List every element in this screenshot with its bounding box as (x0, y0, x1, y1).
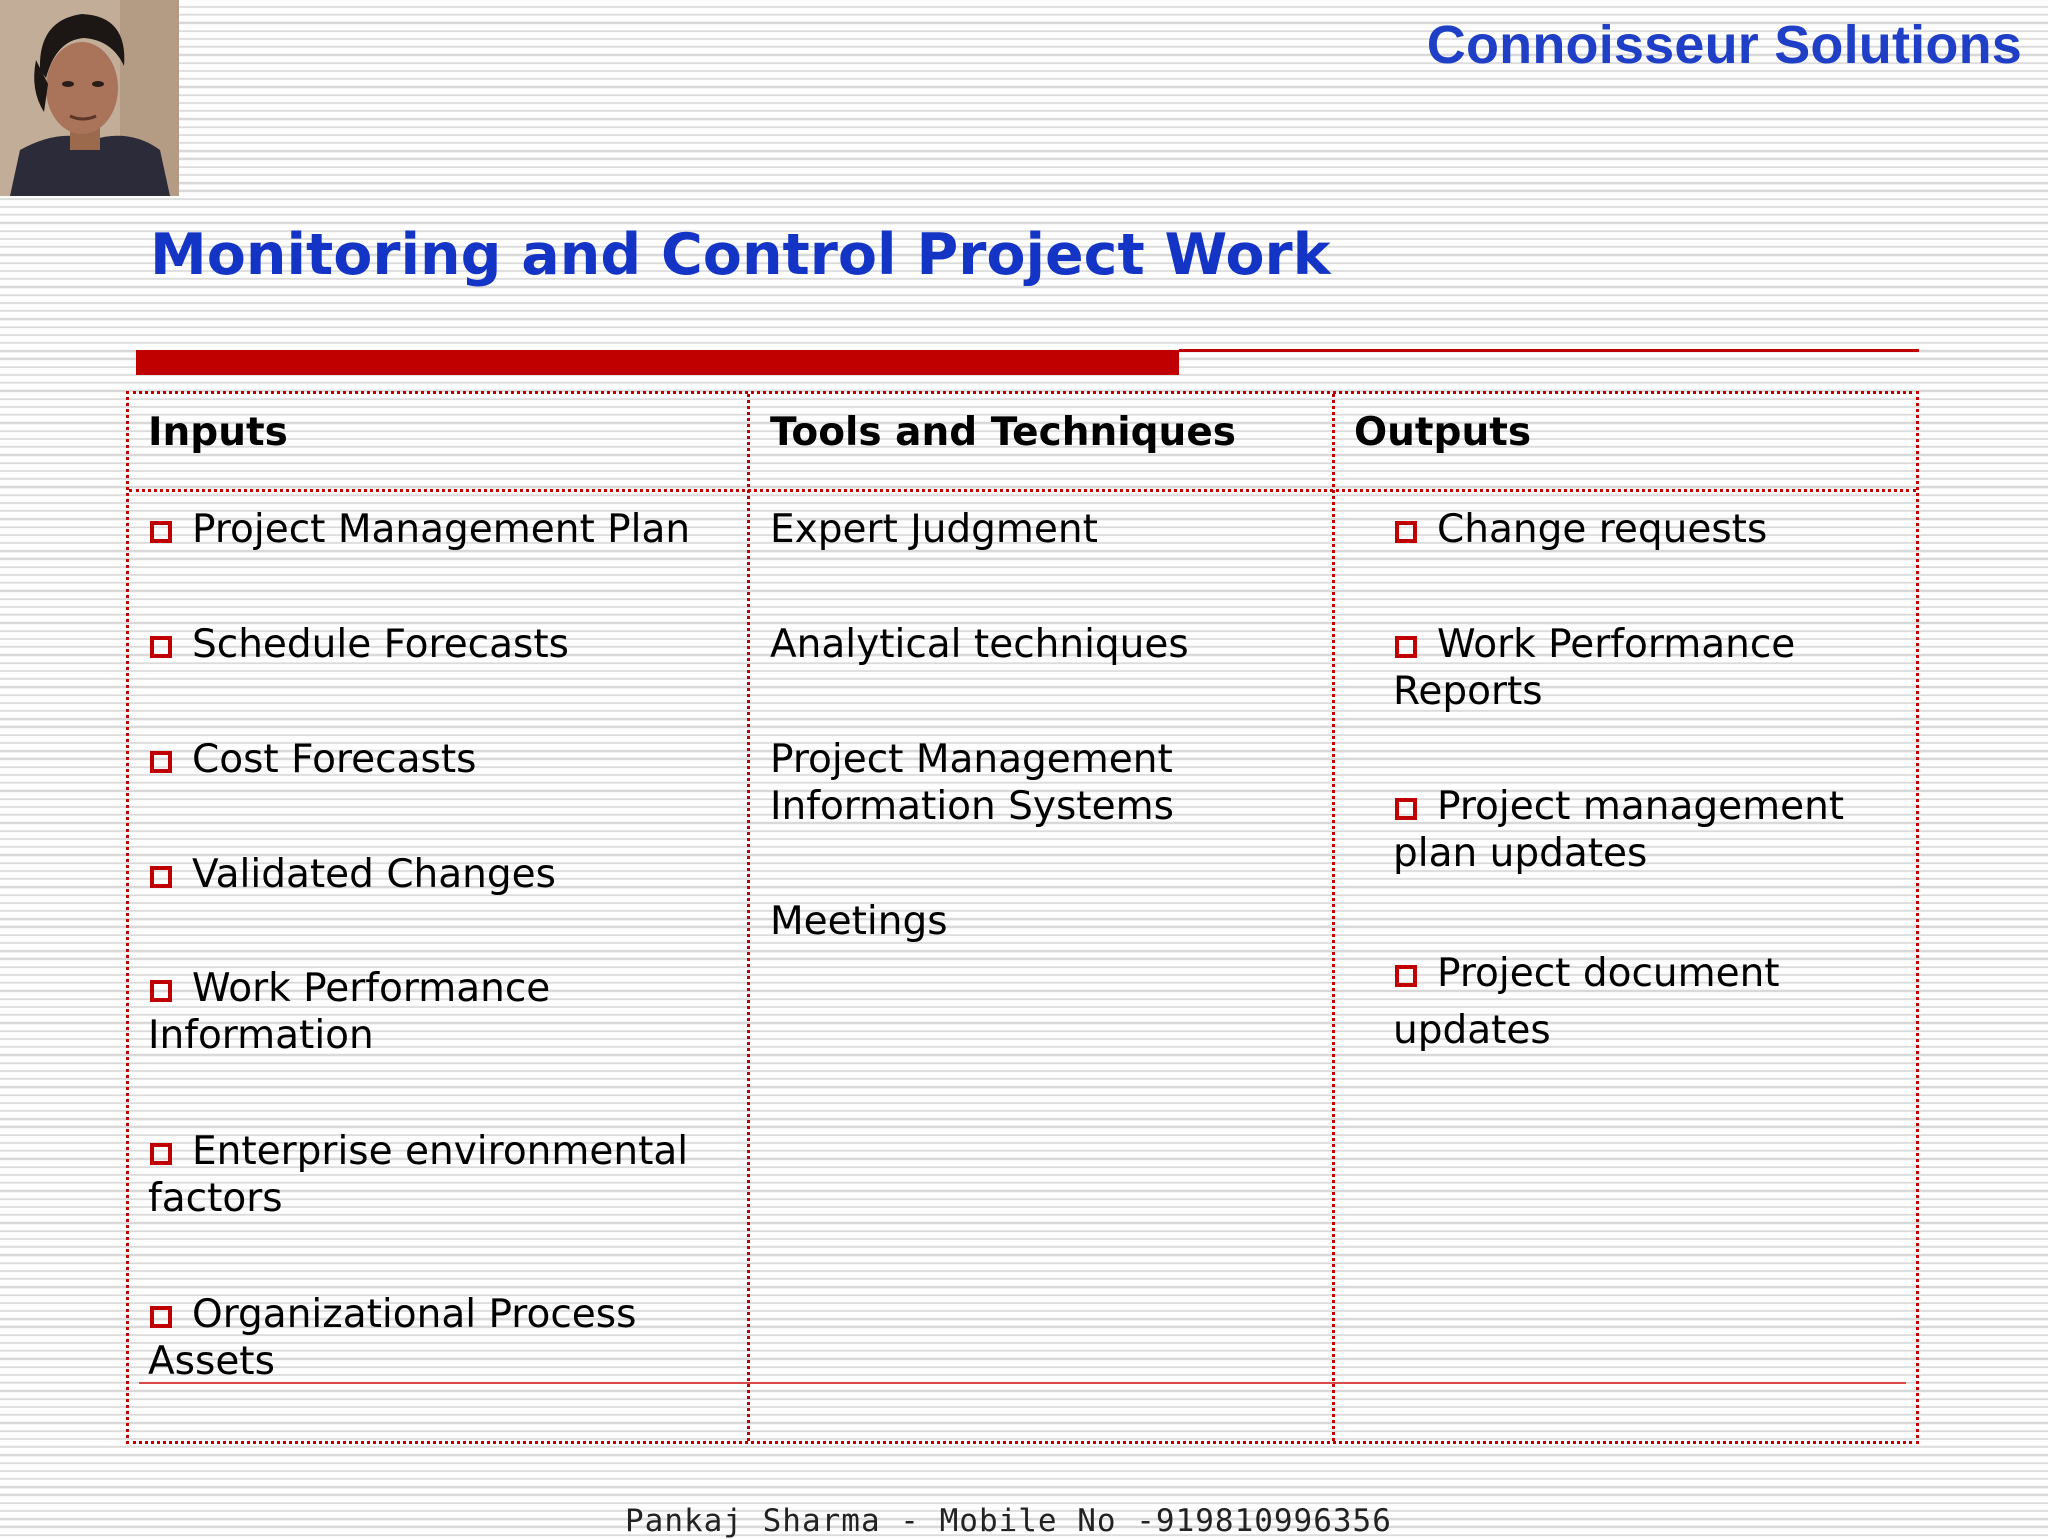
column-header-inputs: Inputs (148, 410, 288, 455)
checkbox-icon (150, 751, 172, 773)
checkbox-icon (150, 521, 172, 543)
list-item-label: Project management plan updates (1393, 784, 1845, 876)
presenter-photo (0, 0, 179, 196)
list-item-label: Schedule Forecasts (192, 622, 569, 667)
list-item-label: Organizational Process Assets (148, 1292, 637, 1384)
list-item (148, 965, 718, 1059)
list-item (148, 1128, 748, 1222)
footer-contact: Pankaj Sharma - Mobile No -919810996356 (625, 1503, 1392, 1539)
list-item-label: Analytical techniques (770, 622, 1189, 667)
list-item (770, 621, 1189, 668)
checkbox-icon (150, 1306, 172, 1328)
list-item-label: Work Performance Reports (1393, 622, 1796, 714)
title-accent-bar (136, 350, 1179, 375)
list-item (148, 736, 476, 783)
column-divider (1332, 394, 1335, 1441)
checkbox-icon (1395, 965, 1417, 987)
list-item-label: Enterprise environmental factors (148, 1129, 689, 1221)
list-item-label: Meetings (770, 899, 948, 944)
column-divider (747, 394, 750, 1441)
list-item-label: Change requests (1437, 507, 1768, 552)
list-item (1393, 945, 1843, 1059)
list-item (148, 506, 690, 553)
checkbox-icon (1395, 798, 1417, 820)
header-divider (129, 489, 1916, 492)
checkbox-icon (150, 866, 172, 888)
brand-title: Connoisseur Solutions (1426, 15, 2022, 75)
list-item (148, 851, 556, 898)
title-accent-line (1179, 349, 1919, 352)
checkbox-icon (1395, 521, 1417, 543)
checkbox-icon (1395, 636, 1417, 658)
list-item (770, 898, 948, 945)
column-header-outputs: Outputs (1354, 410, 1532, 455)
checkbox-icon (150, 1143, 172, 1165)
list-item-label: Project Management Plan (192, 507, 691, 552)
column-header-tools: Tools and Techniques (770, 410, 1236, 455)
list-item-label: Project document updates (1393, 951, 1780, 1053)
list-item (148, 1291, 708, 1385)
list-item-label: Project Management Information Systems (770, 737, 1174, 829)
list-item (148, 621, 569, 668)
checkbox-icon (150, 636, 172, 658)
checkbox-icon (150, 980, 172, 1002)
list-item (1393, 621, 1873, 715)
list-item-label: Expert Judgment (770, 507, 1098, 552)
list-item-label: Validated Changes (192, 852, 556, 897)
list-item (770, 736, 1220, 830)
itto-table (126, 391, 1919, 1444)
list-item (1393, 506, 1767, 553)
slide-title: Monitoring and Control Project Work (150, 222, 1331, 288)
list-item (770, 506, 1098, 553)
list-item (1393, 783, 1893, 877)
list-item-label: Work Performance Information (148, 966, 551, 1058)
list-item-label: Cost Forecasts (192, 737, 477, 782)
